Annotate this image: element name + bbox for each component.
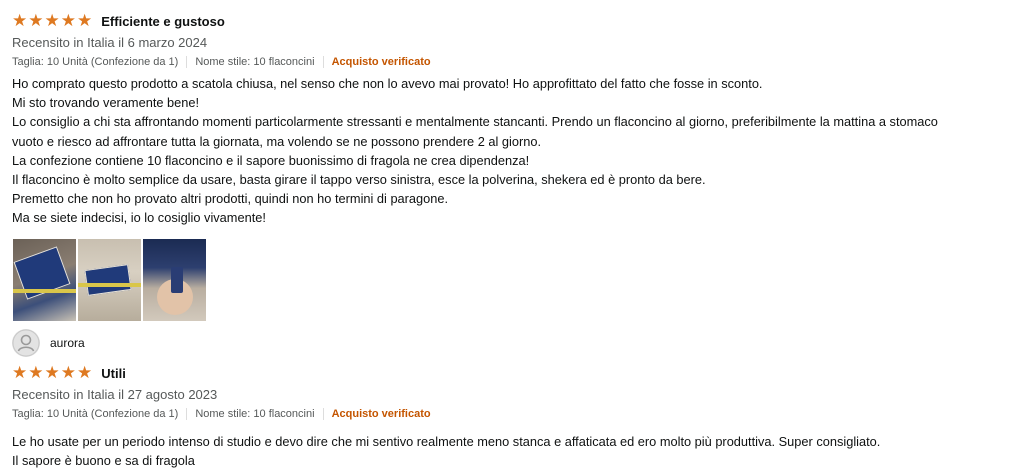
review-photo-thumbnail[interactable] bbox=[78, 239, 141, 321]
review-card bbox=[12, 362, 1016, 470]
star-rating[interactable] bbox=[12, 11, 92, 31]
review-body-line: Ho comprato questo prodotto a scatola chiusa, nel senso che non lo avevo mai provato! Ho approfittato del fatto che fosse in sconto. bbox=[12, 76, 763, 91]
review-body-line: Premetto che non ho provato altri prodotti, quindi non ho termini di paragone. bbox=[12, 191, 449, 207]
star-rating[interactable] bbox=[12, 363, 92, 383]
review-title-row bbox=[12, 362, 1016, 384]
review-body-line: vuoto e riesco ad affrontare tutta la giornata, ma volendo se ne possono prendere 2 al giorno. bbox=[12, 133, 542, 149]
divider bbox=[323, 56, 324, 68]
star-icon: ★ bbox=[12, 363, 28, 383]
review-body-line: Il sapore è buono e sa di fragola bbox=[12, 453, 195, 469]
review-body-line: Ma se siete indecisi, io lo cosiglio vivamente! bbox=[12, 210, 266, 226]
variant-size-link[interactable]: Taglia: 10 Unità (Confezione da 1) bbox=[12, 408, 179, 420]
review-date: Recensito in Italia il 6 marzo 2024 bbox=[12, 35, 208, 50]
user-avatar-icon bbox=[12, 329, 40, 357]
review-title[interactable]: Efficiente e gustoso bbox=[101, 13, 225, 29]
review-body-line: Il flaconcino è molto semplice da usare, basta girare il tappo verso sinistra, esce la polverina, shekera ed è pronto da bere. bbox=[12, 172, 706, 188]
star-icon: ★ bbox=[77, 363, 93, 383]
star-icon: ★ bbox=[28, 363, 44, 383]
product-stripe bbox=[13, 289, 76, 293]
variant-style: Nome stile: 10 flaconcini bbox=[195, 408, 315, 420]
review-meta bbox=[12, 406, 1016, 422]
review-body-line: Mi sto trovando veramente bene! bbox=[12, 95, 200, 111]
product-box-image bbox=[84, 264, 131, 296]
star-icon: ★ bbox=[60, 11, 76, 31]
review-images bbox=[13, 239, 1016, 321]
review-date: Recensito in Italia il 27 agosto 2023 bbox=[12, 387, 218, 402]
review-meta bbox=[12, 54, 1016, 70]
star-icon: ★ bbox=[12, 11, 28, 31]
product-stripe bbox=[78, 283, 141, 287]
star-icon: ★ bbox=[28, 11, 44, 31]
star-icon: ★ bbox=[44, 363, 60, 383]
reviewer-profile[interactable] bbox=[12, 329, 85, 357]
review-title-row bbox=[12, 10, 1016, 32]
review-title[interactable]: Utili bbox=[101, 365, 126, 381]
review-body-line: La confezione contiene 10 flaconcino e il sapore buonissimo di fragola ne crea dipendenza! bbox=[12, 152, 530, 168]
divider bbox=[186, 408, 187, 420]
review-photo-thumbnail[interactable] bbox=[143, 239, 206, 321]
review-card bbox=[12, 10, 1016, 321]
review-body bbox=[12, 74, 1016, 228]
variant-style: Nome stile: 10 flaconcini bbox=[195, 56, 315, 68]
variant-size-link[interactable]: Taglia: 10 Unità (Confezione da 1) bbox=[12, 56, 179, 68]
review-body-line: Lo consiglio a chi sta affrontando momenti particolarmente stressanti e mentalmente stancanti. Prendo un flaconcino al giorno, preferibilmente la mattina a stomaco bbox=[12, 114, 938, 130]
reviewer-name[interactable]: aurora bbox=[50, 336, 85, 350]
verified-purchase-badge: Acquisto verificato bbox=[331, 408, 431, 420]
divider bbox=[323, 408, 324, 420]
review-photo-thumbnail[interactable] bbox=[13, 239, 76, 321]
star-icon: ★ bbox=[44, 11, 60, 31]
star-icon: ★ bbox=[77, 11, 93, 31]
review-body bbox=[12, 432, 1016, 470]
divider bbox=[186, 56, 187, 68]
review-body-line: Le ho usate per un periodo intenso di studio e devo dire che mi sentivo realmente meno stanca e affaticata ed ero molto più produttiva. Super consigliato. bbox=[12, 434, 881, 449]
star-icon: ★ bbox=[60, 363, 76, 383]
verified-purchase-badge: Acquisto verificato bbox=[331, 56, 431, 68]
vial-image bbox=[171, 267, 183, 293]
